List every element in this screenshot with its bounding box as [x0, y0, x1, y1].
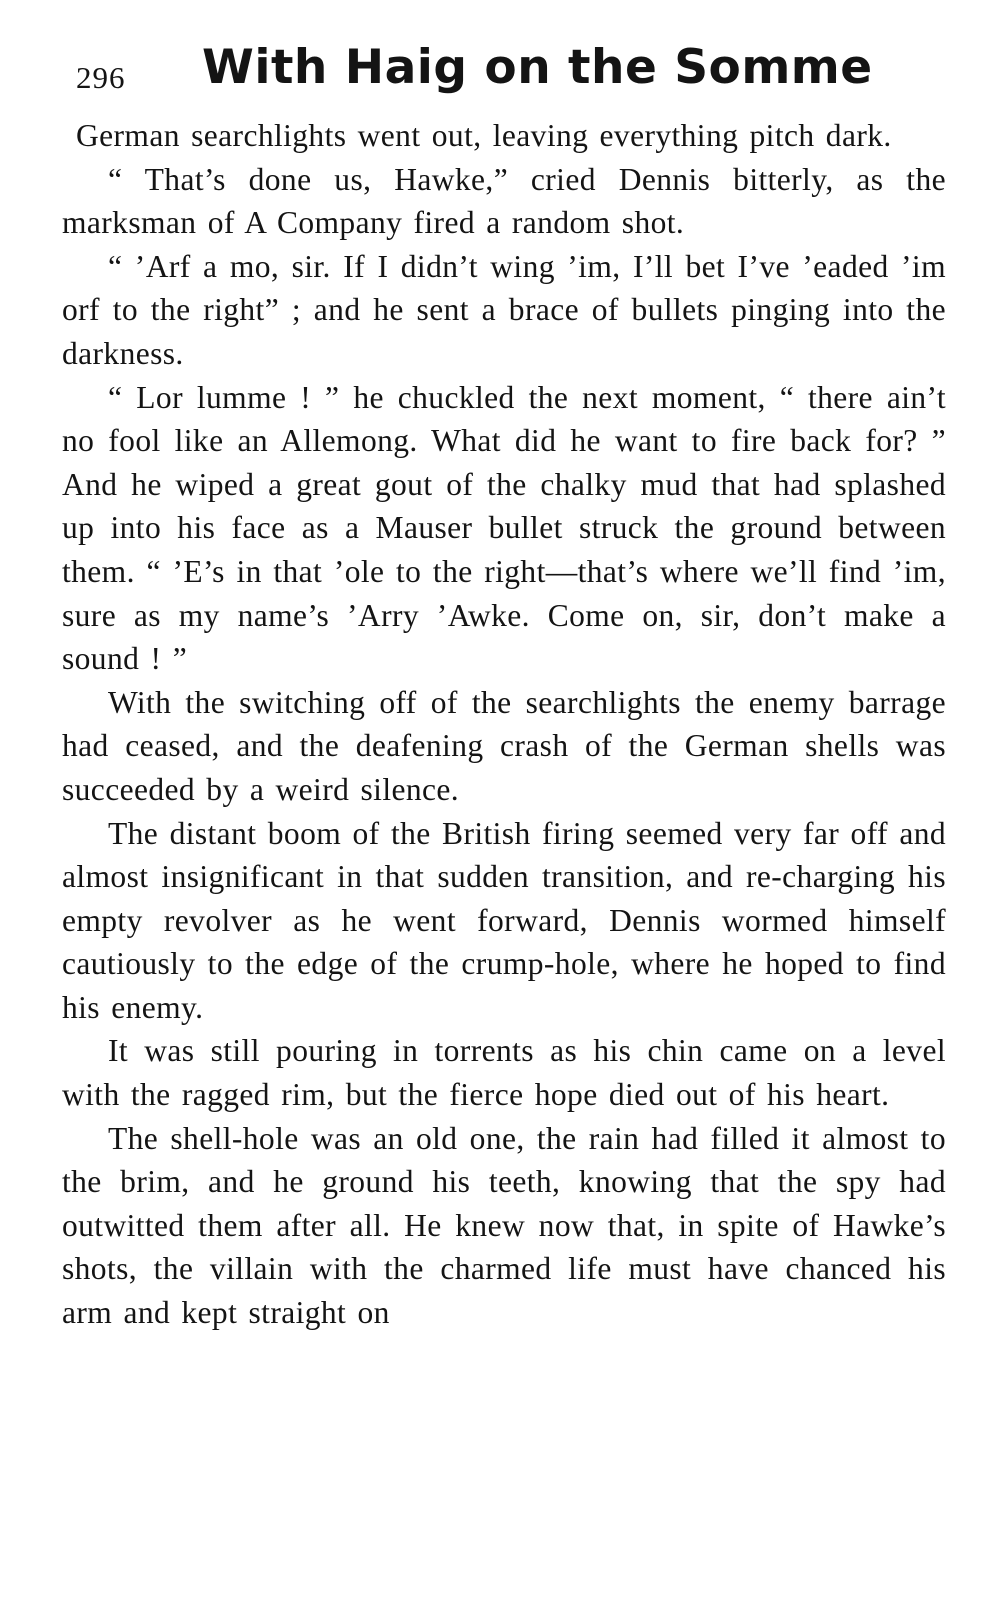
paragraph: The distant boom of the British firing seemed very far off and almost insignificant in that sudden transition, and re-charging his empty revolver as he went forward, Dennis wormed himself cautiously to the edge of the crump-hole, where he hoped to find his enemy.	[62, 815, 946, 1025]
running-head	[62, 38, 946, 110]
paragraph: With the switching off of the searchlights the enemy barrage had ceased, and the deafening crash of the German shells was succeeded by a weird silence.	[62, 684, 946, 807]
paragraph: “ Lor lumme ! ” he chuckled the next moment, “ there ain’t no fool like an Allemong. What did he want to fire back for? ” And he wiped a great gout of the chalky mud that had splashed up into his face as a Mauser bullet struck the ground between them. “ ’E’s in that ’ole to the right—that’s where we’ll find ’im, sure as my name’s ’Arry ’Awke. Come on, sir, don’t make a sound ! ”	[62, 379, 946, 677]
book-title: With Haig on the Somme	[202, 40, 873, 95]
paragraph: “ That’s done us, Hawke,” cried Dennis bitterly, as the marksman of A Company fired a random shot.	[62, 161, 946, 241]
body-text	[62, 114, 946, 1335]
paragraph: The shell-hole was an old one, the rain had filled it almost to the brim, and he ground his teeth, knowing that the spy had outwitted them after all. He knew now that, in spite of Hawke’s shots, the villain with the charmed life must have chanced his arm and kept straight on	[62, 1120, 946, 1331]
paragraph-continuation: German searchlights went out, leaving everything pitch dark.	[76, 118, 892, 153]
paragraph: “ ’Arf a mo, sir. If I didn’t wing ’im, I’ll bet I’ve ’eaded ’im orf to the right” ; and he sent a brace of bullets pinging into the darkness.	[62, 248, 946, 371]
book-page	[62, 38, 946, 1335]
page-number: 296	[76, 60, 126, 95]
paragraph: It was still pouring in torrents as his chin came on a level with the ragged rim, but the fierce hope died out of his heart.	[62, 1033, 946, 1113]
